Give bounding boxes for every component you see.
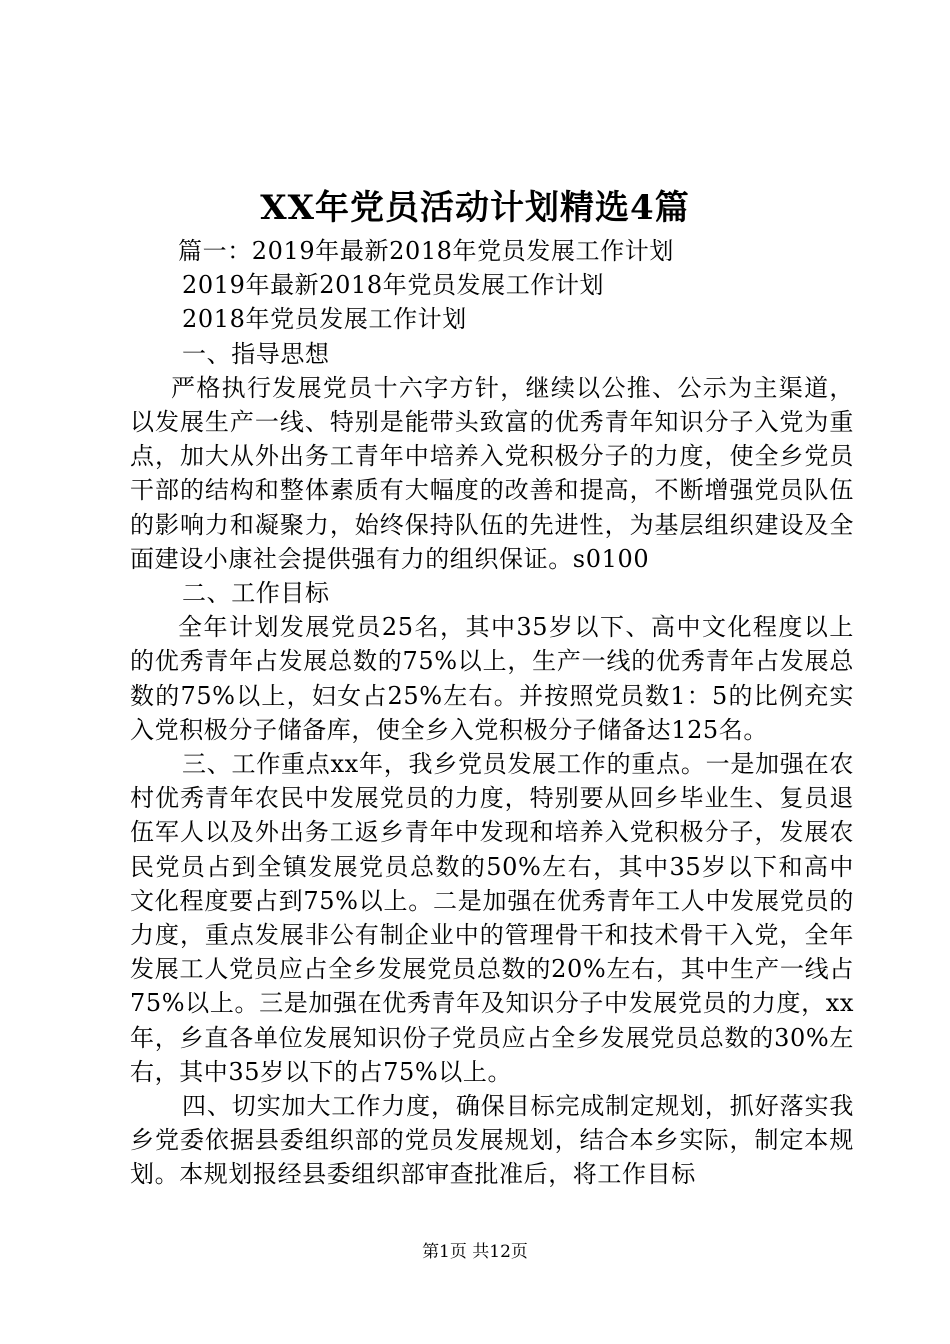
document-body — [130, 234, 854, 1192]
page-number: 第1页 共12页 — [422, 1242, 528, 1262]
paragraph-subtitle: 篇一：2019年最新2018年党员发展工作计划 — [178, 237, 674, 265]
document-title: XX年党员活动计划精选4篇 — [260, 188, 690, 228]
paragraph-heading: 2018年党员发展工作计划 — [182, 305, 467, 334]
paragraph-heading: 2019年最新2018年党员发展工作计划 — [182, 271, 605, 300]
paragraph-body: 四、切实加大工作力度，确保目标完成制定规划，抓好落实我乡党委依据县委组织部的党员发展规划，结合本乡实际，制定本规划。本规划报经县委组织部审查批准后，将工作目标 — [130, 1092, 854, 1189]
section-heading: 二、工作目标 — [182, 579, 330, 608]
paragraph-body: 全年计划发展党员25名，其中35岁以下、高中文化程度以上的优秀青年占发展总数的75%以上，生产一线的优秀青年占发展总数的75%以上，妇女占25%左右。并按照党员数1：5的比例充实入党积极分子储备库，使全乡入党积极分子储备达125名。 — [130, 613, 854, 744]
section-heading: 一、指导思想 — [182, 339, 330, 368]
paragraph-body: 严格执行发展党员十六字方针，继续以公推、公示为主渠道，以发展生产一线、特别是能带头致富的优秀青年知识分子入党为重点，加大从外出务工青年中培养入党积极分子的力度，使全乡党员干部的结构和整体素质有大幅度的改善和提高，不断增强党员队伍的影响力和凝聚力，始终保持队伍的先进性，为基层组织建设及全面建设小康社会提供强有力的组织保证。s0100 — [130, 373, 854, 573]
paragraph-body: 三、工作重点xx年，我乡党员发展工作的重点。一是加强在农村优秀青年农民中发展党员的力度，特别要从回乡毕业生、复员退伍军人以及外出务工返乡青年中发现和培养入党积极分子，发展农民党员占到全镇发展党员总数的50%左右，其中35岁以下和高中文化程度要占到75%以上。二是加强在优秀青年工人中发展党员的力度，重点发展非公有制企业中的管理骨干和技术骨干入党，全年发展工人党员应占全乡发展党员总数的20%左右，其中生产一线占75%以上。三是加强在优秀青年及知识分子中发展党员的力度，xx年，乡直各单位发展知识份子党员应占全乡发展党员总数的30%左右，其中35岁以下的占75%以上。 — [130, 750, 854, 1086]
